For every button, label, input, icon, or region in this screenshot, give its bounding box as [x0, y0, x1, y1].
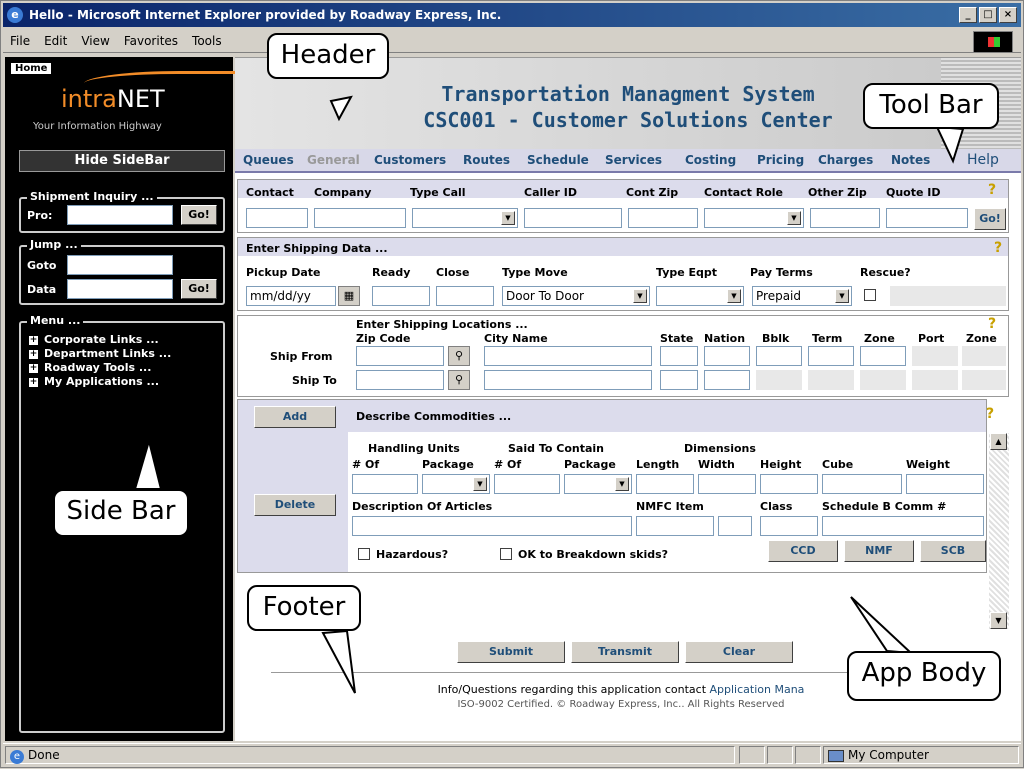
nmfc-sub-input[interactable]	[718, 516, 752, 536]
shipment-inquiry-group	[19, 190, 225, 233]
pickup-date-label: Pickup Date	[246, 266, 321, 279]
type-move-value: Door To Door	[506, 289, 584, 303]
transmit-button[interactable]: Transmit	[571, 641, 679, 663]
tab-notes[interactable]: Notes	[891, 153, 931, 167]
goto-input[interactable]	[67, 255, 173, 275]
clear-button[interactable]: Clear	[685, 641, 793, 663]
contact-panel	[237, 179, 1009, 233]
height-label: Height	[760, 458, 802, 471]
other-zip-label: Other Zip	[808, 186, 867, 199]
class-label: Class	[760, 500, 793, 513]
menu-item-label: Roadway Tools ...	[44, 361, 152, 374]
binoculars-icon[interactable]: ⚲	[448, 370, 470, 390]
caller-id-input[interactable]	[524, 208, 622, 228]
handling-package-label: Package	[422, 458, 474, 471]
menu-file[interactable]: File	[10, 34, 31, 48]
appbody-callout: App Body	[847, 651, 1001, 701]
hazardous-label: Hazardous?	[376, 548, 449, 561]
ship-from-zone2-field	[962, 346, 1006, 366]
breakdown-checkbox[interactable]	[500, 548, 512, 560]
tab-queues[interactable]: Queues	[243, 153, 294, 167]
dropdown-arrow-icon: ▼	[633, 289, 647, 303]
help-question-icon[interactable]: ?	[986, 406, 995, 422]
dropdown-arrow-icon: ▼	[835, 289, 849, 303]
header-callout: Header	[267, 33, 389, 79]
calendar-icon[interactable]: ▦	[338, 286, 360, 306]
zone-label: Zone	[864, 332, 895, 345]
menu-item-label: Corporate Links ...	[44, 333, 159, 346]
zone-text: My Computer	[848, 748, 929, 762]
port-label: Port	[918, 332, 945, 345]
expand-icon: +	[29, 362, 38, 373]
breakdown-label: OK to Breakdown skids?	[518, 548, 669, 561]
expand-icon: +	[29, 348, 38, 359]
expand-icon: +	[29, 376, 38, 387]
type-eqpt-label: Type Eqpt	[656, 266, 718, 279]
close-input[interactable]	[436, 286, 494, 306]
menu-view[interactable]: View	[81, 34, 110, 48]
menu-edit[interactable]: Edit	[44, 34, 68, 48]
type-eqpt-select[interactable]	[656, 286, 744, 306]
pay-terms-value: Prepaid	[756, 289, 801, 303]
ship-to-term-field	[808, 370, 854, 390]
ready-input[interactable]	[372, 286, 430, 306]
tab-services[interactable]: Services	[605, 153, 663, 167]
cube-label: Cube	[822, 458, 854, 471]
maximize-button[interactable]: □	[979, 7, 997, 23]
other-zip-input[interactable]	[810, 208, 880, 228]
commodities-header	[238, 400, 986, 432]
rescue-label: Rescue?	[860, 266, 911, 279]
tab-help[interactable]: Help	[967, 152, 999, 168]
dropdown-arrow-icon: ▼	[615, 477, 629, 491]
dropdown-arrow-icon: ▼	[727, 289, 741, 303]
nation-label: Nation	[704, 332, 746, 345]
schedule-b-label: Schedule B Comm #	[822, 500, 947, 513]
menu-item-applications[interactable]	[29, 375, 171, 389]
ship-to-zone2-field	[962, 370, 1006, 390]
app-title: Transportation Managment System	[441, 82, 815, 106]
status-text: Done	[28, 748, 60, 762]
menu-bar	[3, 29, 1021, 53]
zip-code-label: Zip Code	[356, 332, 411, 345]
commodities-title: Describe Commodities ...	[356, 410, 512, 423]
handling-count-input[interactable]	[352, 474, 418, 494]
company-input[interactable]	[314, 208, 406, 228]
ship-to-bblk-field	[756, 370, 802, 390]
jump-title: Jump ...	[27, 238, 81, 251]
pro-go-button[interactable]: Go!	[181, 205, 217, 225]
data-label: Data	[27, 283, 57, 296]
shipping-data-panel	[237, 237, 1009, 311]
slogan: Your Information Highway	[33, 121, 162, 132]
tool-bar	[235, 149, 1021, 173]
ready-label: Ready	[372, 266, 411, 279]
schedule-b-input[interactable]	[822, 516, 984, 536]
said-count-label: # Of	[494, 458, 522, 471]
contact-input[interactable]	[246, 208, 308, 228]
footer-callout: Footer	[247, 585, 361, 631]
quote-id-label: Quote ID	[886, 186, 941, 199]
computer-icon	[828, 750, 844, 762]
app-main	[235, 57, 1021, 741]
status-done	[5, 746, 735, 764]
hazardous-checkbox[interactable]	[358, 548, 370, 560]
zone-label-2: Zone	[966, 332, 997, 345]
dropdown-arrow-icon: ▼	[787, 211, 801, 225]
tab-customers[interactable]: Customers	[374, 153, 447, 167]
type-call-label: Type Call	[410, 186, 466, 199]
help-question-icon[interactable]: ?	[988, 182, 997, 198]
tab-routes[interactable]: Routes	[463, 153, 511, 167]
said-package-select[interactable]	[564, 474, 632, 494]
add-commodity-button[interactable]: Add	[254, 406, 336, 428]
help-question-icon[interactable]: ?	[988, 316, 997, 332]
shipping-locations-panel	[237, 315, 1009, 397]
rescue-checkbox[interactable]	[864, 289, 876, 301]
status-zone	[823, 746, 1019, 764]
ship-from-bblk-input[interactable]	[756, 346, 802, 366]
dropdown-arrow-icon: ▼	[473, 477, 487, 491]
class-input[interactable]	[760, 516, 818, 536]
scb-button[interactable]: SCB	[920, 540, 986, 562]
help-question-icon[interactable]: ?	[994, 240, 1003, 256]
delete-commodity-button[interactable]: Delete	[254, 494, 336, 516]
length-label: Length	[636, 458, 680, 471]
binoculars-icon[interactable]: ⚲	[448, 346, 470, 366]
expand-icon: +	[29, 334, 38, 345]
type-call-select[interactable]	[412, 208, 518, 228]
shipping-title: Enter Shipping Data ...	[246, 242, 388, 255]
term-label: Term	[812, 332, 843, 345]
data-go-button[interactable]: Go!	[181, 279, 217, 299]
handling-package-select[interactable]	[422, 474, 490, 494]
shipment-inquiry-title: Shipment Inquiry ...	[27, 190, 157, 203]
menu-tools[interactable]: Tools	[192, 34, 222, 48]
ship-from-city-input[interactable]	[484, 346, 652, 366]
length-input[interactable]	[636, 474, 694, 494]
title-bar	[3, 3, 1021, 27]
tab-schedule[interactable]: Schedule	[527, 153, 589, 167]
height-input[interactable]	[760, 474, 818, 494]
weight-label: Weight	[906, 458, 950, 471]
menu-list	[29, 333, 171, 389]
cube-input[interactable]	[822, 474, 902, 494]
ship-to-zone-field	[860, 370, 906, 390]
contact-role-label: Contact Role	[704, 186, 784, 199]
minimize-button[interactable]: _	[959, 7, 977, 23]
commodities-scrollbar[interactable]	[989, 433, 1009, 629]
weight-input[interactable]	[906, 474, 984, 494]
brand-intra: intra	[61, 85, 117, 113]
status-cell	[795, 746, 821, 764]
ie-logo-icon: e	[7, 7, 23, 23]
state-label: State	[660, 332, 694, 345]
menu-item-roadway-tools[interactable]	[29, 361, 171, 375]
data-input[interactable]	[67, 279, 173, 299]
ship-to-port-field	[912, 370, 958, 390]
ship-to-nation-input[interactable]	[704, 370, 750, 390]
tab-costing[interactable]: Costing	[685, 153, 737, 167]
brand-net: NET	[116, 85, 165, 113]
bblk-label: Bblk	[762, 332, 790, 345]
goto-label: Goto	[27, 259, 57, 272]
status-cell	[739, 746, 765, 764]
ship-from-term-input[interactable]	[808, 346, 854, 366]
home-link[interactable]: Home	[11, 63, 51, 74]
caller-id-label: Caller ID	[524, 186, 577, 199]
menu-item-corporate[interactable]	[29, 333, 171, 347]
ship-from-nation-input[interactable]	[704, 346, 750, 366]
application-manager-link[interactable]: Application Mana	[709, 683, 805, 696]
submit-button[interactable]: Submit	[457, 641, 565, 663]
tab-charges[interactable]: Charges	[818, 153, 874, 167]
cont-zip-label: Cont Zip	[626, 186, 679, 199]
rescue-field	[890, 286, 1006, 306]
scroll-up-icon[interactable]: ▲	[990, 433, 1007, 450]
close-button[interactable]: ×	[999, 7, 1017, 23]
footer-copyright: ISO-9002 Certified. © Roadway Express, Inc.. All Rights Reserved	[457, 699, 785, 710]
menu-item-label: My Applications ...	[44, 375, 160, 388]
cont-zip-input[interactable]	[628, 208, 698, 228]
intranet-logo	[61, 85, 165, 113]
menu-item-department[interactable]	[29, 347, 171, 361]
handling-count-label: # Of	[352, 458, 380, 471]
said-count-input[interactable]	[494, 474, 560, 494]
status-cell	[767, 746, 793, 764]
ship-to-city-input[interactable]	[484, 370, 652, 390]
hide-sidebar-button[interactable]: Hide SideBar	[19, 150, 225, 172]
sidebar-callout: Side Bar	[53, 489, 189, 537]
ship-from-zone-input[interactable]	[860, 346, 906, 366]
ship-from-label: Ship From	[270, 350, 333, 363]
app-subtitle: CSC001 - Customer Solutions Center	[423, 108, 833, 132]
scroll-down-icon[interactable]: ▼	[990, 612, 1007, 629]
contact-label: Contact	[246, 186, 294, 199]
width-label: Width	[698, 458, 735, 471]
type-move-label: Type Move	[502, 266, 568, 279]
nmfc-item-label: NMFC Item	[636, 500, 704, 513]
sidebar	[5, 57, 233, 741]
pay-terms-select[interactable]	[752, 286, 852, 306]
said-to-contain-label: Said To Contain	[508, 442, 604, 455]
menu-favorites[interactable]: Favorites	[123, 34, 179, 48]
status-bar	[3, 743, 1021, 765]
ship-from-zip-input[interactable]	[356, 346, 444, 366]
windows-flag-icon	[973, 31, 1013, 53]
tab-general[interactable]: General	[307, 153, 360, 167]
locations-title: Enter Shipping Locations ...	[356, 318, 528, 331]
ship-from-state-input[interactable]	[660, 346, 698, 366]
width-input[interactable]	[698, 474, 756, 494]
ccd-button[interactable]: CCD	[768, 540, 838, 562]
ship-to-state-input[interactable]	[660, 370, 698, 390]
dimensions-label: Dimensions	[684, 442, 756, 455]
type-move-select[interactable]	[502, 286, 650, 306]
company-label: Company	[314, 186, 372, 199]
pickup-date-input[interactable]: mm/dd/yy	[246, 286, 336, 306]
city-name-label: City Name	[484, 332, 548, 345]
ship-to-zip-input[interactable]	[356, 370, 444, 390]
pay-terms-label: Pay Terms	[750, 266, 813, 279]
dropdown-arrow-icon: ▼	[501, 211, 515, 225]
description-label: Description Of Articles	[352, 500, 493, 513]
menu-item-label: Department Links ...	[44, 347, 172, 360]
said-package-label: Package	[564, 458, 616, 471]
page-icon: e	[10, 750, 24, 764]
window-title: Hello - Microsoft Internet Explorer provided by Roadway Express, Inc.	[29, 8, 502, 22]
description-input[interactable]	[352, 516, 632, 536]
pro-label: Pro:	[27, 209, 53, 222]
pro-input[interactable]	[67, 205, 173, 225]
tab-pricing[interactable]: Pricing	[757, 153, 805, 167]
commodities-panel	[237, 399, 995, 573]
contact-role-select[interactable]	[704, 208, 804, 228]
ship-to-label: Ship To	[292, 374, 337, 387]
nmfc-item-input[interactable]	[636, 516, 714, 536]
quote-id-input[interactable]	[886, 208, 968, 228]
jump-group	[19, 238, 225, 305]
close-label: Close	[436, 266, 470, 279]
quote-go-button[interactable]: Go!	[974, 208, 1006, 230]
handling-units-label: Handling Units	[368, 442, 460, 455]
menu-title: Menu ...	[27, 314, 83, 327]
ship-from-port-field	[912, 346, 958, 366]
nmf-button[interactable]: NMF	[844, 540, 914, 562]
toolbar-callout: Tool Bar	[863, 83, 999, 129]
footer-info-text: Info/Questions regarding this application contact	[437, 683, 707, 696]
